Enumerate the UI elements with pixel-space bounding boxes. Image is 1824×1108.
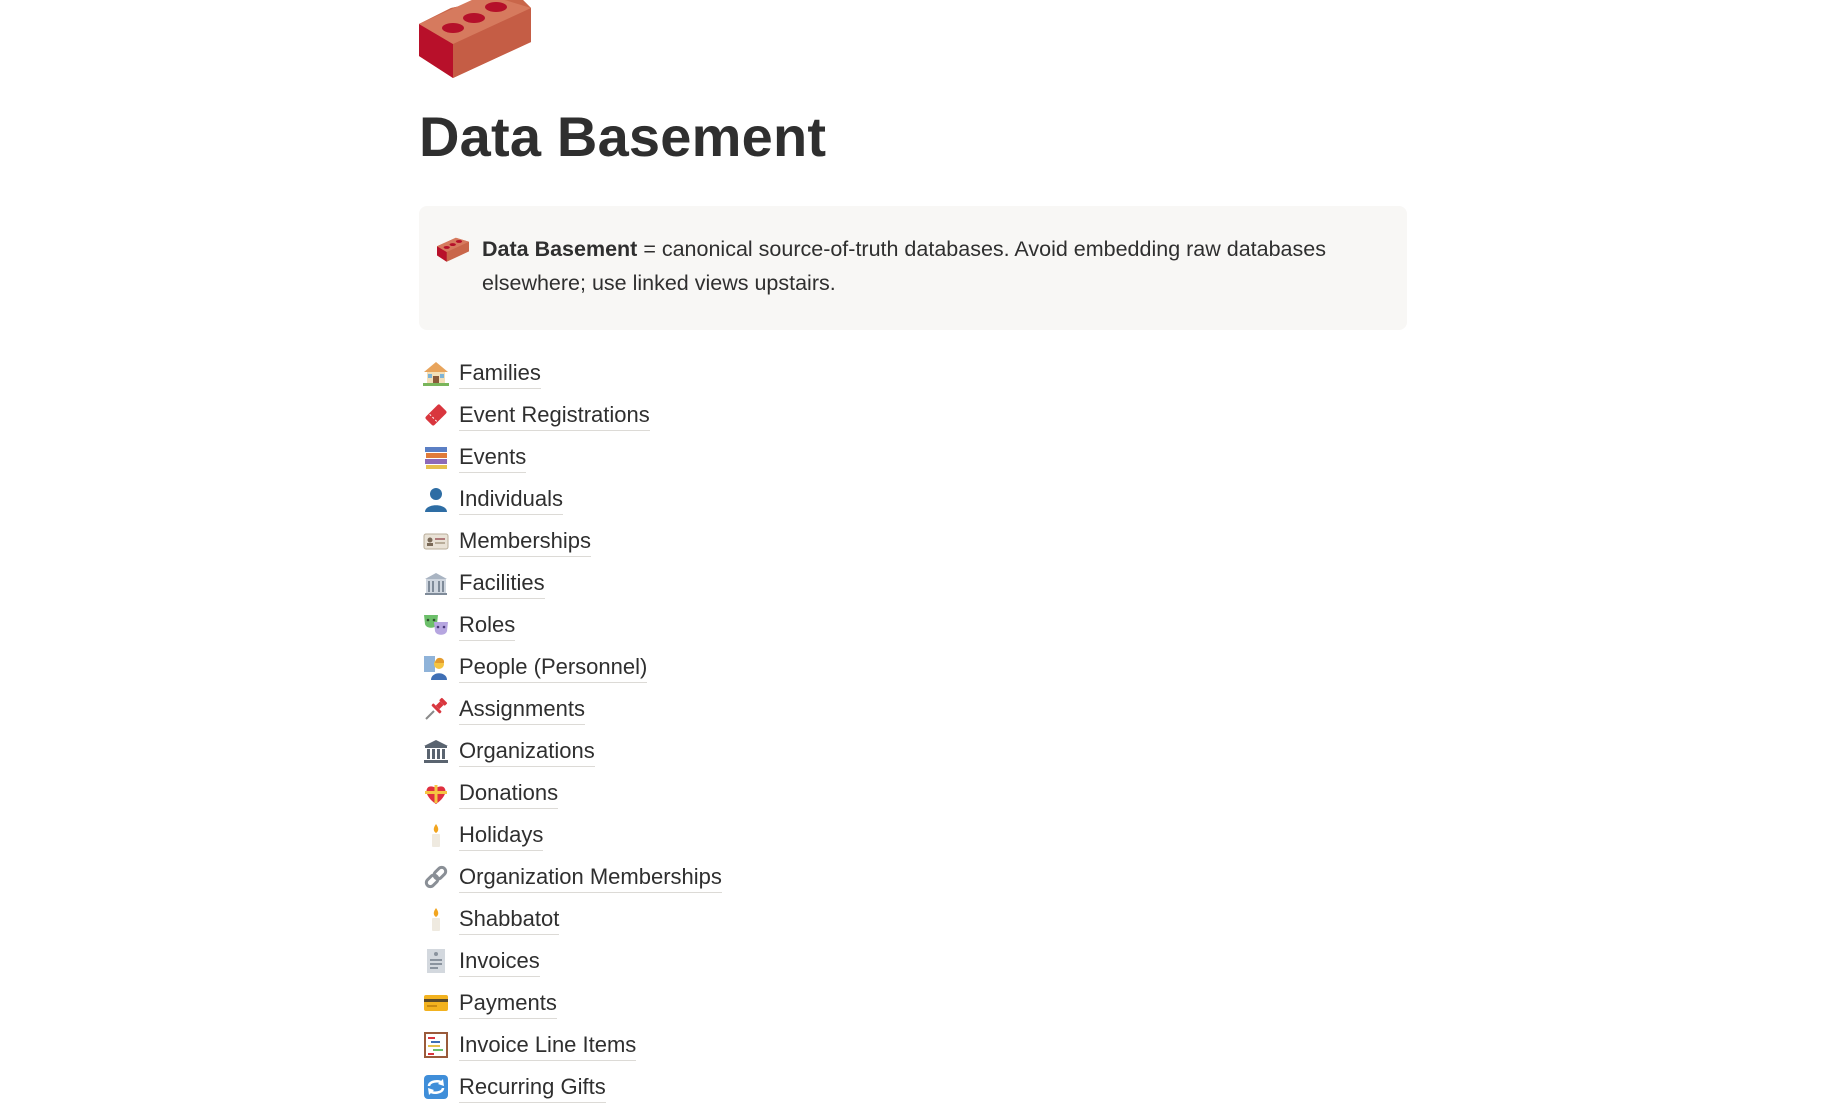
callout-text xyxy=(482,232,1382,300)
ticket-icon xyxy=(422,401,450,429)
callout xyxy=(419,206,1407,330)
office-worker-icon xyxy=(422,653,450,681)
credit-card-icon xyxy=(422,989,450,1017)
database-link-organizations[interactable] xyxy=(419,730,722,772)
database-label[interactable]: Event Registrations xyxy=(459,400,650,431)
link-icon xyxy=(422,863,450,891)
database-link-assignments[interactable] xyxy=(419,688,722,730)
database-link-families[interactable] xyxy=(419,352,722,394)
pushpin-icon xyxy=(422,695,450,723)
candle-icon xyxy=(422,821,450,849)
id-card-icon xyxy=(422,527,450,555)
database-link-events[interactable] xyxy=(419,436,722,478)
callout-bold-text: Data Basement xyxy=(482,237,638,261)
database-label[interactable]: Donations xyxy=(459,778,558,809)
database-link-organization-memberships[interactable] xyxy=(419,856,722,898)
database-link-event-registrations[interactable] xyxy=(419,394,722,436)
classical-building-icon xyxy=(422,569,450,597)
database-label[interactable]: People (Personnel) xyxy=(459,652,647,683)
books-icon xyxy=(422,443,450,471)
database-link-shabbatot[interactable] xyxy=(419,898,722,940)
database-label[interactable]: Organizations xyxy=(459,736,595,767)
landmark-icon xyxy=(422,737,450,765)
brick-icon xyxy=(437,237,469,263)
database-link-holidays[interactable] xyxy=(419,814,722,856)
database-link-memberships[interactable] xyxy=(419,520,722,562)
database-label[interactable]: Families xyxy=(459,358,541,389)
database-label[interactable]: Invoice Line Items xyxy=(459,1030,636,1061)
gift-heart-icon xyxy=(422,779,450,807)
database-link-recurring-gifts[interactable] xyxy=(419,1066,722,1108)
database-link-facilities[interactable] xyxy=(419,562,722,604)
database-link-payments[interactable] xyxy=(419,982,722,1024)
database-link-people-personnel[interactable] xyxy=(419,646,722,688)
candle-icon xyxy=(422,905,450,933)
database-list xyxy=(419,352,722,1108)
house-icon xyxy=(422,359,450,387)
database-label[interactable]: Payments xyxy=(459,988,557,1019)
person-silhouette-icon xyxy=(422,485,450,513)
page-title: Data Basement xyxy=(419,105,827,168)
database-label[interactable]: Recurring Gifts xyxy=(459,1072,606,1103)
database-link-individuals[interactable] xyxy=(419,478,722,520)
database-link-donations[interactable] xyxy=(419,772,722,814)
receipt-icon xyxy=(422,947,450,975)
database-link-invoices[interactable] xyxy=(419,940,722,982)
database-label[interactable]: Invoices xyxy=(459,946,540,977)
callout-text-line1: = canonical source-of-truth databases. Avoid embedding raw databases xyxy=(637,237,1326,261)
theater-masks-icon xyxy=(422,611,450,639)
abacus-icon xyxy=(422,1031,450,1059)
database-label[interactable]: Roles xyxy=(459,610,515,641)
database-label[interactable]: Facilities xyxy=(459,568,545,599)
database-label[interactable]: Individuals xyxy=(459,484,563,515)
database-link-invoice-line-items[interactable] xyxy=(419,1024,722,1066)
callout-text-line2: elsewhere; use linked views upstairs. xyxy=(482,271,836,295)
repeat-icon xyxy=(422,1073,450,1101)
database-label[interactable]: Assignments xyxy=(459,694,585,725)
database-label[interactable]: Shabbatot xyxy=(459,904,559,935)
brick-icon[interactable] xyxy=(419,0,531,80)
database-label[interactable]: Events xyxy=(459,442,526,473)
database-label[interactable]: Memberships xyxy=(459,526,591,557)
database-label[interactable]: Holidays xyxy=(459,820,543,851)
database-link-roles[interactable] xyxy=(419,604,722,646)
database-label[interactable]: Organization Memberships xyxy=(459,862,722,893)
